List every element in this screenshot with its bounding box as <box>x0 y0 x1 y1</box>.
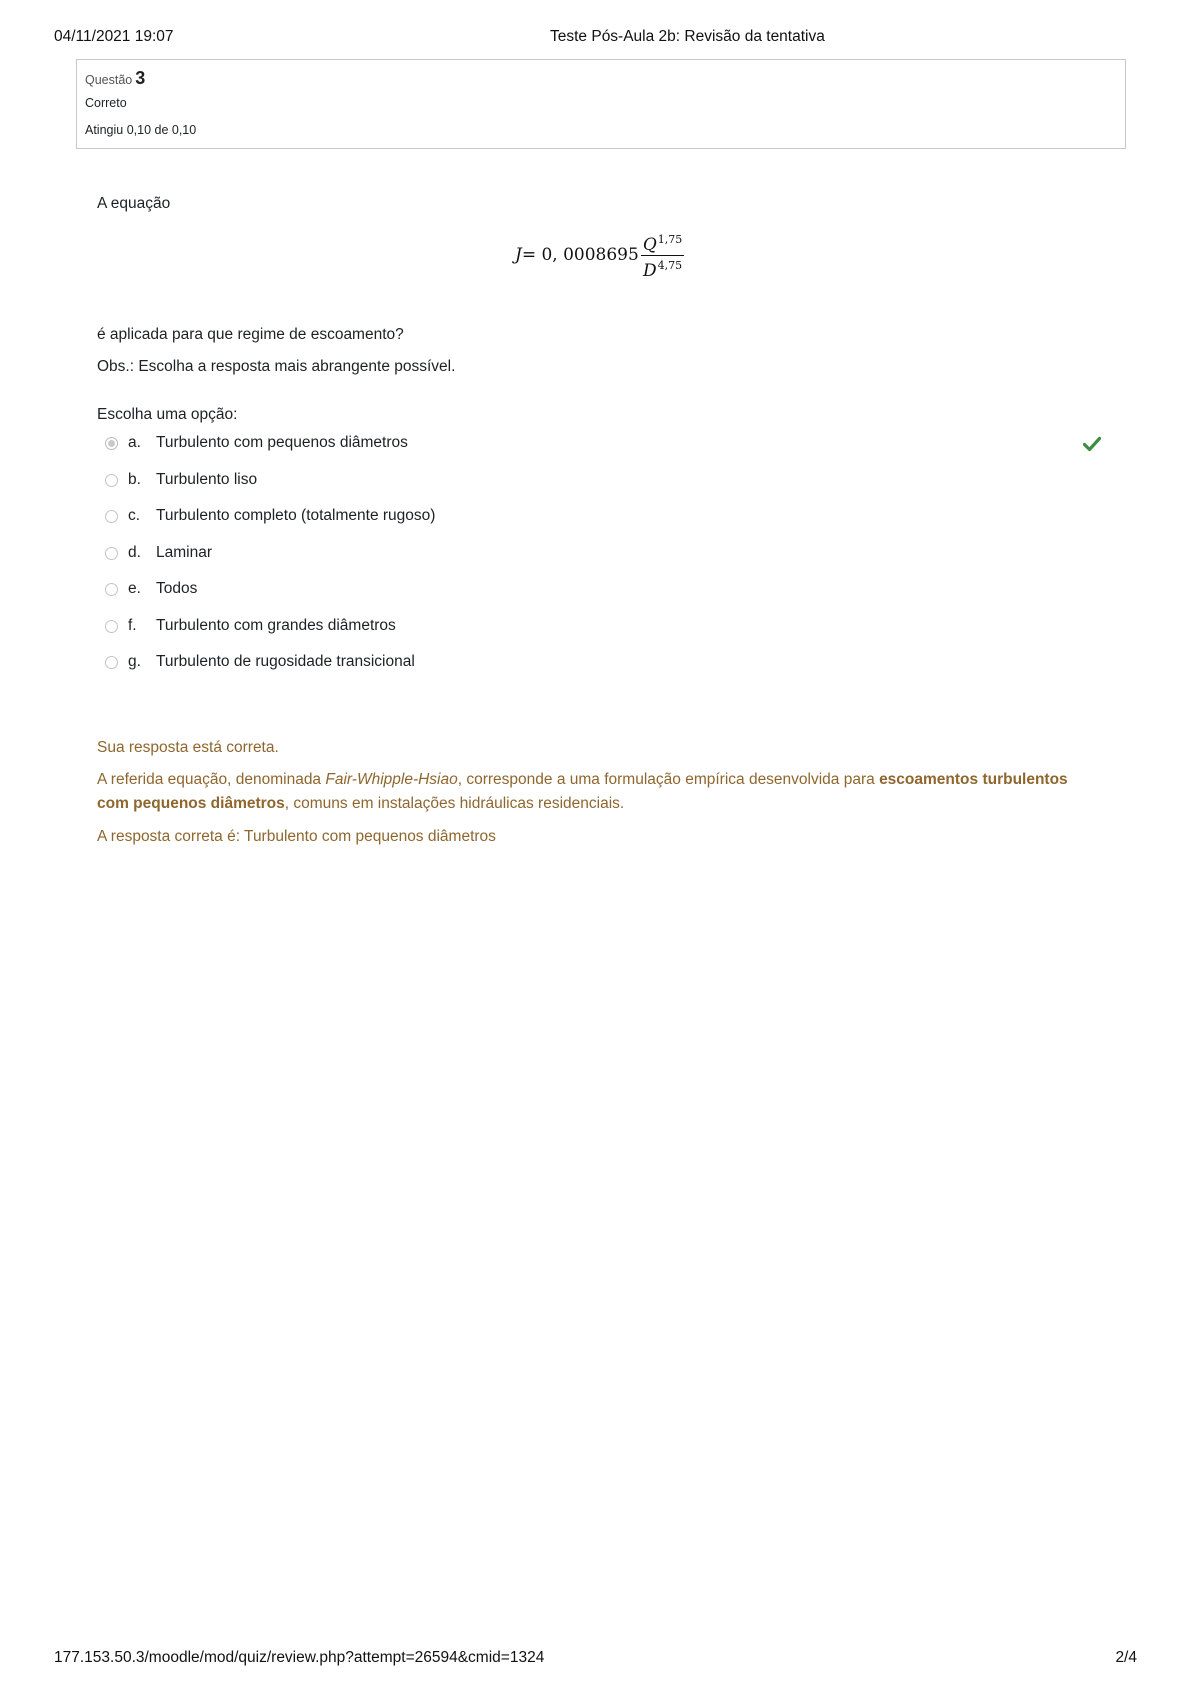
option-letter: c. <box>128 507 141 524</box>
question-grade: Atingiu 0,10 de 0,10 <box>85 123 197 137</box>
radio-button[interactable] <box>105 437 118 450</box>
question-number <box>85 66 1117 90</box>
equation-constant: = 0, 0008695 <box>521 245 639 265</box>
answer-option[interactable] <box>105 650 415 674</box>
radio-button[interactable] <box>105 656 118 669</box>
answer-option[interactable] <box>105 431 408 455</box>
option-letter: f. <box>128 617 137 634</box>
print-url: 177.153.50.3/moodle/mod/quiz/review.php?attempt=26594&cmid=1324 <box>54 1649 545 1666</box>
equation-name: Fair-Whipple-Hsiao <box>325 771 458 788</box>
option-text: Turbulento completo (totalmente rugoso) <box>156 507 436 524</box>
answer-option[interactable] <box>105 541 212 565</box>
print-page-title: Teste Pós-Aula 2b: Revisão da tentativa <box>550 28 825 45</box>
equation-denominator: D$^{4,75}$ <box>642 258 683 281</box>
radio-button[interactable] <box>105 547 118 560</box>
option-text: Todos <box>156 580 198 597</box>
option-letter: g. <box>128 653 141 670</box>
option-text: Laminar <box>156 544 212 561</box>
question-prompt: é aplicada para que regime de escoamento? <box>97 326 404 343</box>
question-state: Correto <box>85 96 127 110</box>
general-feedback-line-1: A referida equação, denominada Fair-Whipple-Hsiao, corresponde a uma formulação empírica desenvolvida para escoamentos turbulentos <box>97 771 1068 788</box>
general-feedback-line-2: com pequenos diâmetros, comuns em instalações hidráulicas residenciais. <box>97 795 625 812</box>
answer-option[interactable] <box>105 614 396 638</box>
question-number-value: 3 <box>135 68 146 88</box>
radio-button[interactable] <box>105 510 118 523</box>
print-footer <box>54 1649 1137 1671</box>
equation <box>515 230 684 280</box>
question-obs: Obs.: Escolha a resposta mais abrangente possível. <box>97 358 456 375</box>
equation-lhs: J <box>515 245 522 265</box>
choose-option-label: Escolha uma opção: <box>97 406 238 423</box>
print-header <box>54 28 1137 50</box>
answer-option[interactable] <box>105 468 257 492</box>
question-info-box <box>76 59 1126 149</box>
equation-fraction <box>641 230 684 281</box>
radio-button[interactable] <box>105 474 118 487</box>
option-letter: b. <box>128 471 141 488</box>
option-text: Turbulento com grandes diâmetros <box>156 617 396 634</box>
option-letter: d. <box>128 544 141 561</box>
option-text: Turbulento de rugosidade transicional <box>156 653 415 670</box>
specific-feedback: Sua resposta está correta. <box>97 739 279 756</box>
question-intro: A equação <box>97 195 171 212</box>
question-label: Questão <box>85 73 133 87</box>
answer-option[interactable] <box>105 504 435 528</box>
answer-option[interactable] <box>105 577 197 601</box>
radio-button[interactable] <box>105 620 118 633</box>
checkmark-icon <box>1083 436 1101 452</box>
equation-numerator: Q$^{1,75}$ <box>641 230 684 256</box>
option-letter: a. <box>128 434 141 451</box>
print-page-number: 2/4 <box>1115 1649 1137 1666</box>
option-text: Turbulento com pequenos diâmetros <box>156 434 408 451</box>
print-date: 04/11/2021 19:07 <box>54 28 174 45</box>
right-answer: A resposta correta é: Turbulento com pequenos diâmetros <box>97 828 496 845</box>
option-text: Turbulento liso <box>156 471 258 488</box>
option-letter: e. <box>128 580 141 597</box>
radio-button[interactable] <box>105 583 118 596</box>
